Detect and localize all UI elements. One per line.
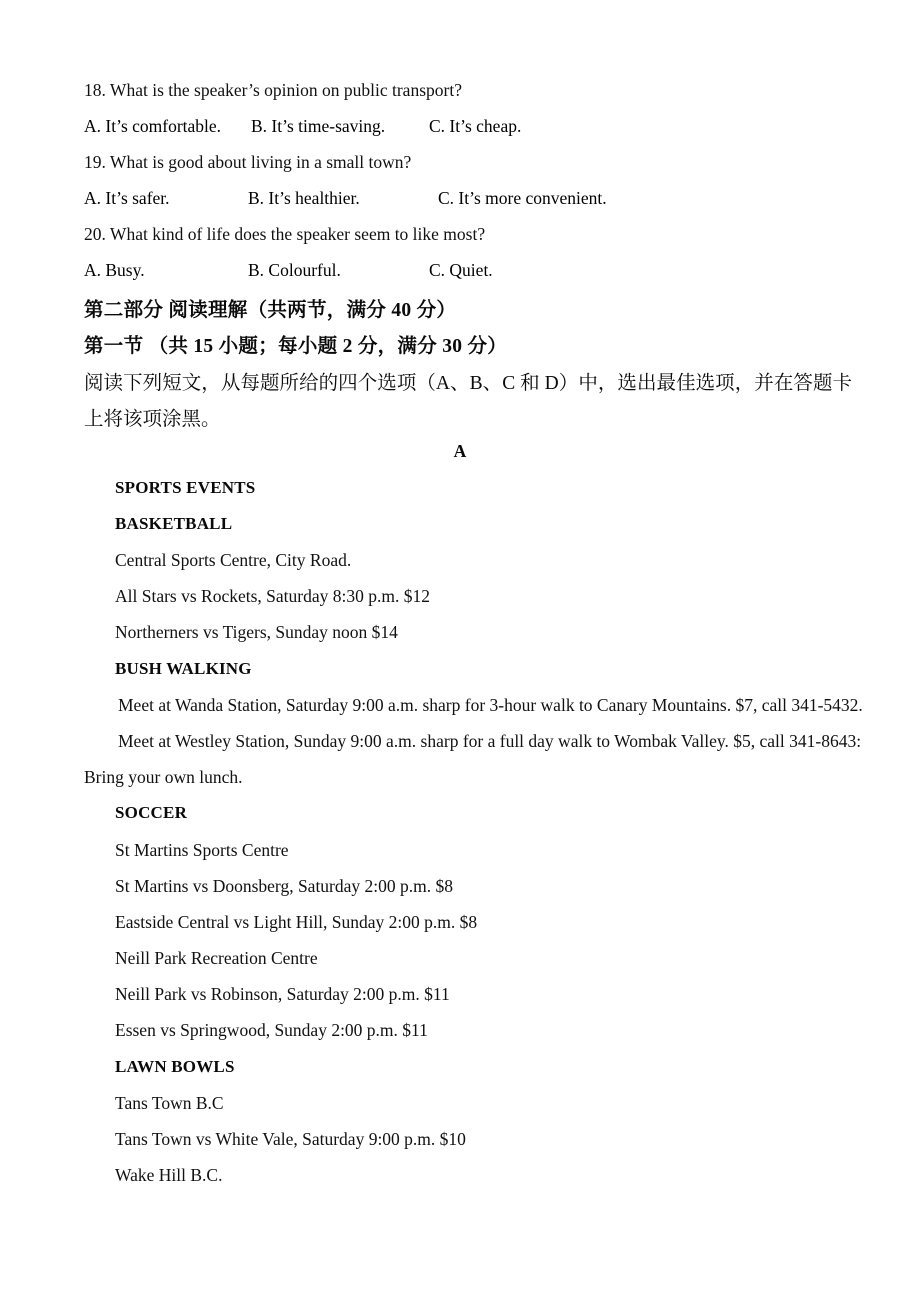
option-20-b[interactable]: B. Colourful.: [248, 260, 341, 280]
event-line-westley-station: Meet at Westley Station, Sunday 9:00 a.m. sharp for a full day walk to Wombak Valley. $5, call 341-8643:: [118, 731, 862, 751]
reading-instruction: 阅读下列短文，从每题所给的四个选项（A、B、C 和 D）中，选出最佳选项，并在答题卡上将该项涂黑。: [84, 373, 852, 430]
event-line-tans-town-white-vale: Tans Town vs White Vale, Saturday 9:00 p.m. $10: [115, 1129, 466, 1149]
question-options-19: [84, 188, 844, 210]
event-line-bring-lunch: Bring your own lunch.: [84, 767, 243, 787]
option-18-a[interactable]: A. It’s comfortable.: [84, 116, 222, 136]
question-options-20: [84, 260, 844, 282]
question-stem-20: 20. What kind of life does the speaker seem to like most?: [84, 224, 486, 244]
option-18-c[interactable]: C. It’s cheap.: [429, 116, 522, 136]
event-line-neill-park-centre: Neill Park Recreation Centre: [115, 948, 318, 968]
event-heading-soccer: SOCCER: [115, 803, 188, 822]
event-line-venue-basketball: Central Sports Centre, City Road.: [115, 550, 352, 570]
question-stem-18: 18. What is the speaker’s opinion on public transport?: [84, 80, 462, 100]
section-one-heading: 第一节 （共 15 小题；每小题 2 分，满分 30 分）: [84, 336, 508, 357]
question-options-18: [84, 116, 844, 138]
event-line-tans-town-bc: Tans Town B.C: [115, 1093, 224, 1113]
passage-letter-a: A: [453, 441, 467, 461]
option-20-c[interactable]: C. Quiet.: [429, 260, 493, 280]
part-two-heading: 第二部分 阅读理解（共两节，满分 40 分）: [84, 300, 457, 321]
event-line-st-martins-centre: St Martins Sports Centre: [115, 840, 289, 860]
event-line-st-martins-doonsberg: St Martins vs Doonsberg, Saturday 2:00 p.m. $8: [115, 876, 454, 896]
option-18-b[interactable]: B. It’s time-saving.: [251, 116, 386, 136]
option-19-b[interactable]: B. It’s healthier.: [248, 188, 360, 208]
event-line-northerners-tigers: Northerners vs Tigers, Sunday noon $14: [115, 622, 398, 642]
option-20-a[interactable]: A. Busy.: [84, 260, 145, 280]
question-stem-19: 19. What is good about living in a small town?: [84, 152, 412, 172]
event-heading-bush-walking: BUSH WALKING: [115, 659, 252, 678]
event-line-eastside-light-hill: Eastside Central vs Light Hill, Sunday 2:00 p.m. $8: [115, 912, 478, 932]
option-19-c[interactable]: C. It’s more convenient.: [438, 188, 607, 208]
event-line-essen-springwood: Essen vs Springwood, Sunday 2:00 p.m. $11: [115, 1020, 428, 1040]
event-heading-lawn-bowls: LAWN BOWLS: [115, 1057, 235, 1076]
event-heading-basketball: BASKETBALL: [115, 514, 233, 533]
passage-title: SPORTS EVENTS: [115, 478, 256, 497]
event-line-wake-hill-bc: Wake Hill B.C.: [115, 1165, 223, 1185]
event-line-allstars-rockets: All Stars vs Rockets, Saturday 8:30 p.m. $12: [115, 586, 430, 606]
event-line-neill-park-robinson: Neill Park vs Robinson, Saturday 2:00 p.m. $11: [115, 984, 450, 1004]
option-19-a[interactable]: A. It’s safer.: [84, 188, 170, 208]
event-line-wanda-station: Meet at Wanda Station, Saturday 9:00 a.m. sharp for 3-hour walk to Canary Mountains. $7, call 341-5432.: [118, 695, 863, 715]
